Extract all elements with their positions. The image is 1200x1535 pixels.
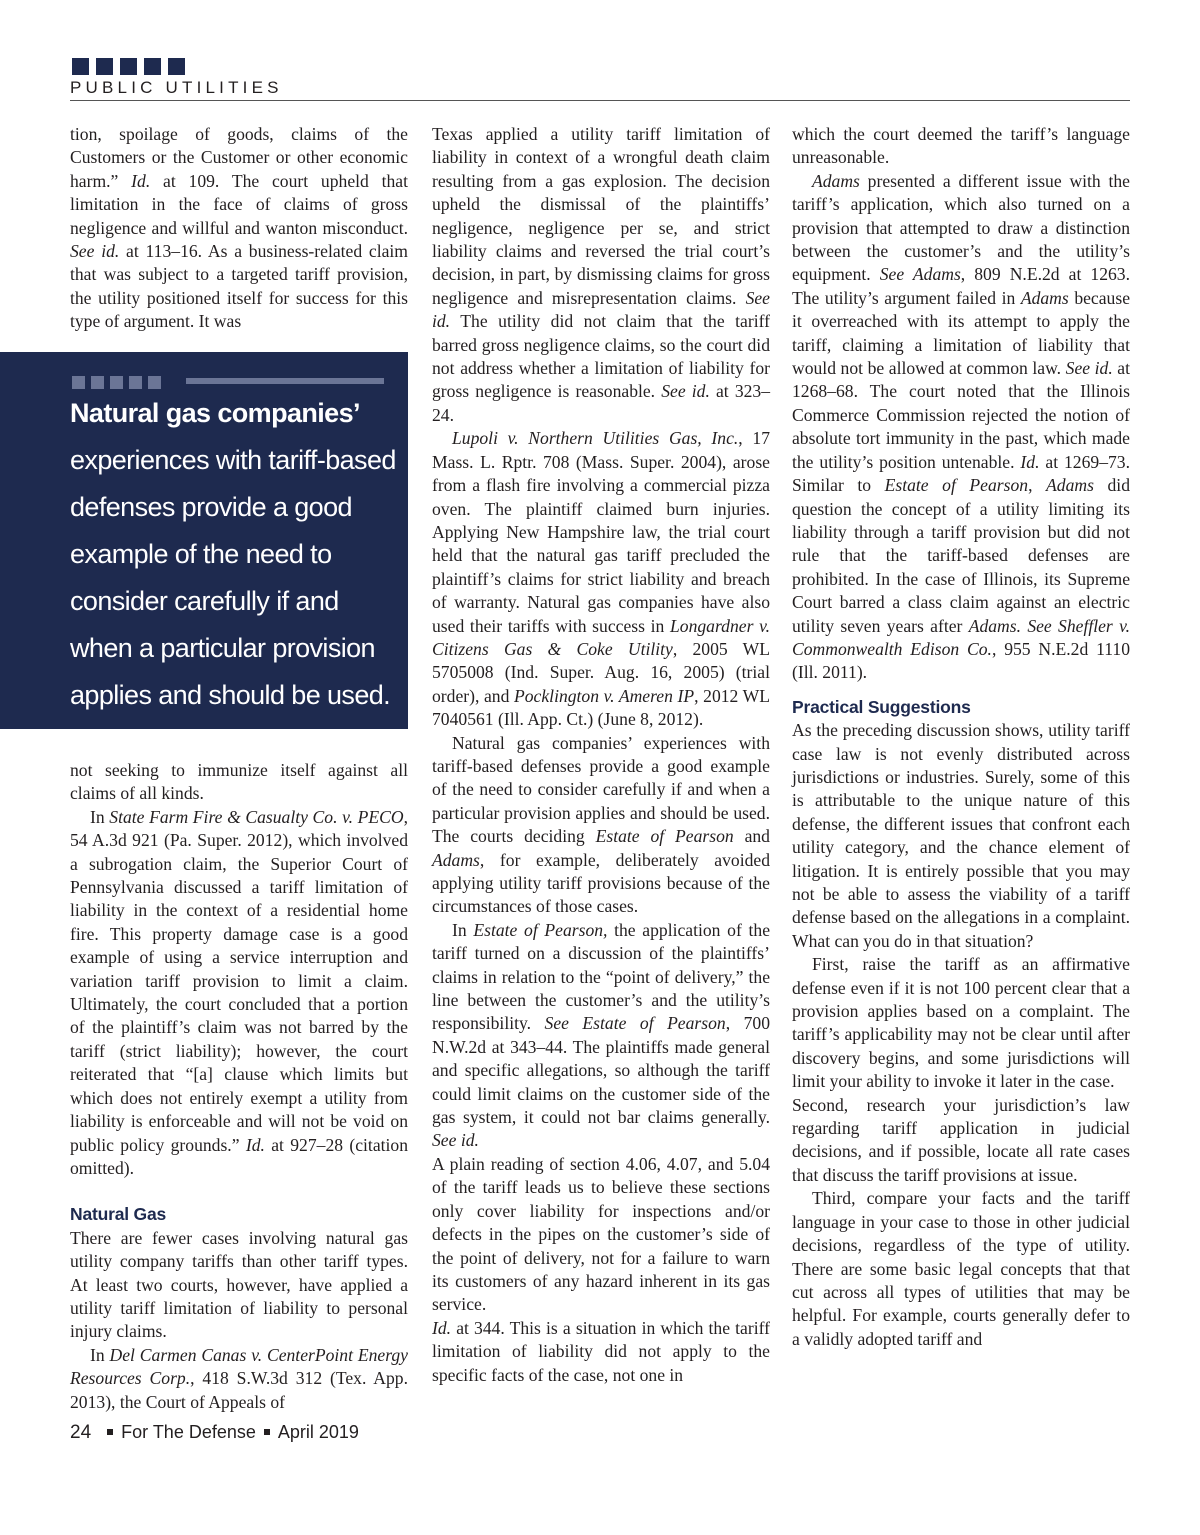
text-run: at 1269–73. Similar to: [792, 451, 1130, 496]
column-2: [432, 123, 770, 1387]
text-run: ,: [1028, 475, 1047, 496]
column-1-bottom: [70, 759, 408, 1414]
text-run: at 109. The court upheld that limitation in the face of claims of gross negligence and willful and wanton misconduct.: [70, 170, 408, 238]
text-run: at 927–28 (citation omitted).: [70, 1134, 408, 1178]
italic-citation: See id.: [661, 381, 710, 402]
italic-citation: Lupoli v. Northern Utilities Gas, Inc.: [452, 428, 739, 449]
italic-citation: See id.: [432, 1130, 479, 1151]
text-run: presented a different issue with the tariff’s application, which also turned on a provision that attempted to draw a distinction between the customer’s and the utility’s equipment.: [792, 170, 1130, 285]
publication-name: For The Defense: [121, 1422, 256, 1442]
paragraph: [70, 1227, 408, 1344]
block-quote: [432, 1153, 770, 1317]
text-run: Second, research your jurisdiction’s law regarding tariff application in judicial decisions, and if possible, locate all rate cases that discuss the tariff provisions at issue.: [792, 1094, 1130, 1185]
italic-citation: Adams: [432, 849, 480, 870]
text-run: and: [733, 826, 770, 847]
paragraph: [432, 1317, 770, 1387]
text-run: Natural gas companies’ experiences with tariff-based defenses provide a good example of the need to consider carefully if and when a particular provision applies and should be used. The courts deciding: [432, 732, 770, 847]
section-label: PUBLIC UTILITIES: [70, 78, 283, 97]
pull-quote-ornament: [72, 376, 161, 389]
header-rule: [70, 100, 1130, 101]
text-run: , 2012 WL 7040561 (Ill. App. Ct.) (June 8, 2012).: [432, 685, 770, 730]
paragraph: [792, 123, 1130, 170]
text-run: There are fewer cases involving natural gas utility company tariffs than other tariff types. At least two courts, however, have applied a utility tariff limitation of liability to personal injury claims.: [70, 1227, 408, 1342]
text-run: at 113–16. As a business-related claim that was subject to a targeted tariff provision, the utility positioned itself for success for this type of argument. It was: [70, 241, 408, 332]
paragraph: [432, 732, 770, 919]
italic-citation: Del Carmen Canas v. CenterPoint Energy Resources Corp.: [70, 1344, 408, 1389]
column-1-top: [70, 123, 408, 334]
italic-citation: See id.: [432, 287, 770, 332]
italic-citation: Id.: [245, 1134, 265, 1155]
italic-citation: Longardner v. Citizens Gas & Coke Utility: [432, 615, 770, 659]
italic-citation: See Adams: [879, 264, 961, 285]
section-heading-natural-gas: Natural Gas: [70, 1204, 167, 1225]
text-run: In: [452, 919, 474, 940]
italic-citation: Estate of Pearson: [884, 475, 1029, 496]
italic-citation: Id.: [432, 1317, 452, 1338]
italic-citation: Id.: [1020, 451, 1040, 472]
text-run: at 323–24.: [432, 381, 771, 425]
text-run: , 418 S.W.3d 312 (Tex. App. 2013), the Court of Appeals of: [70, 1368, 408, 1412]
text-run: the application of the tariff turned on a discussion of the plaintiffs’ claims in relation to the “point of delivery,” the line between the customer’s and the utility’s responsibility.: [432, 919, 771, 1034]
text-run: As the preceding discussion shows, utility tariff case law is not evenly distributed across jurisdictions or industries. Surely, some of this is attributable to the unique nature of this defense, the different issues that confront each utility category, and the chance element of litigation. It is entirely possible that you may not be able to assess the viability of a tariff defense based on the allegations in a complaint. What can you do in that situation?: [792, 720, 1130, 951]
text-run: Texas applied a utility tariff limitation of liability in context of a wrongful death claim resulting from a gas explosion. The decision upheld the dismissal of the plaintiffs’ negligence, negligence per se, and strict liability claims and reversed the trial court’s decision, in part, by dismissing claims for gross negligence and misrepresentation claims.: [432, 124, 770, 308]
italic-citation: Adams. See Sheffler v. Commonwealth Edison Co.: [792, 615, 1131, 659]
paragraph: [792, 953, 1130, 1093]
italic-citation: Estate of Pearson,: [473, 919, 608, 940]
text-run: First, raise the tariff as an affirmative defense even if it is not 100 percent clear that a provision applies based on a complaint. The tariff’s applicability may not be clear until after discovery begins, and some jurisdictions will limit your ability to invoke it later in the case.: [792, 954, 1130, 1092]
text-run: because it overreached with its attempt to apply the tariff, claiming a limitation of liability that would not be allowed at common law.: [792, 287, 1130, 379]
page-number: 24: [70, 1422, 92, 1443]
italic-citation: Id.: [131, 170, 151, 191]
text-run: , for example, deliberately avoided applying utility tariff provisions because of the circumstances of those cases.: [432, 849, 770, 917]
italic-citation: Estate of Pearson: [595, 826, 734, 847]
section-heading-practical-suggestions: Practical Suggestions: [792, 696, 971, 717]
paragraph: [792, 719, 1130, 953]
header-squares-ornament: [72, 58, 185, 75]
paragraph: [792, 1094, 1130, 1188]
text-run: not seeking to immunize itself against all claims of all kinds.: [70, 760, 408, 804]
footer-separator: [107, 1429, 113, 1435]
paragraph: [432, 919, 770, 1153]
text-run: In: [90, 806, 110, 827]
text-run: , 54 A.3d 921 (Pa. Super. 2012), which involved a subrogation claim, the Superior Court of Pennsylvania discussed a tariff limitation of liability in the context of a residential home fire. This property damage case is a good example of using a service interruption and variation tariff provision to limit a claim. Ultimately, the court concluded that a portion of the plaintiff’s claim was not barred by the tariff (strict liability); however, the court reiterated that “[a] clause which limits but which does not entirely exempt a utility from liability is enforceable and will not be void on public policy grounds.”: [70, 806, 408, 1155]
text-run: , 17 Mass. L. Rptr. 708 (Mass. Super. 2004), arose from a flash fire involving a commercial pizza oven. The plaintiff claimed burn injuries. Applying New Hampshire law, the trial court held that the natural gas tariff precluded the plaintiff’s claims for strict liability and breach of warranty. Natural gas companies have also used their tariffs with success in: [432, 428, 770, 636]
paragraph: [70, 806, 408, 1181]
paragraph: [792, 170, 1130, 685]
text-run: Third, compare your facts and the tariff language in your case to those in other judicial decisions, regardless of the type of utility. There are some basic legal concepts that that cut across all types of utilities that may be helpful. For example, courts generally defer to a validly adopted tariff and: [792, 1188, 1130, 1349]
text-run: at 344. This is a situation in which the tariff limitation of liability did not apply to the specific facts of the case, not one in: [432, 1317, 770, 1385]
text-run: tion, spoilage of goods, claims of the Customers or the Customer or other economic harm.”: [70, 124, 408, 191]
pull-quote-bar: [186, 378, 384, 384]
italic-citation: Pocklington v. Ameren IP: [514, 685, 695, 706]
pull-quote-lead: Natural gas companies’: [70, 398, 360, 428]
text-run: , 809 N.E.2d at 1263. The utility’s argument failed in: [792, 264, 1130, 308]
italic-citation: State Farm Fire & Casualty Co. v. PECO: [109, 806, 404, 827]
paragraph: [432, 427, 770, 731]
footer-separator: [264, 1429, 270, 1435]
text-run: A plain reading of section 4.06, 4.07, and 5.04 of the tariff leads us to believe these sections only cover liability for inspections and/or defects in the pipes on the customer’s side of the point of delivery, not for a failure to warn its customers of any hazard inherent in its gas service.: [432, 1153, 770, 1315]
text-run: The utility did not claim that the tariff barred gross negligence claims, so the court did not address whether a limitation of liability for gross negligence is reasonable.: [432, 311, 770, 402]
italic-citation: See id.: [70, 241, 120, 262]
pull-quote-body: experiences with tariff-based defenses provide a good example of the need to consider carefully if and when a particular provision applies and should be used.: [70, 445, 396, 710]
text-run: In: [90, 1344, 110, 1365]
text-run: , 955 N.E.2d 1110 (Ill. 2011).: [792, 638, 1130, 683]
paragraph: [792, 1187, 1130, 1351]
italic-citation: See id.: [1065, 358, 1113, 379]
pull-quote: [0, 352, 408, 729]
pull-quote-text: [70, 390, 400, 719]
text-run: , 700 N.W.2d at 343–44. The plaintiffs made general and specific allegations, so although the tariff could limit claims on the customer side of the gas system, it could not bar claims generally.: [432, 1013, 770, 1128]
paragraph: [70, 759, 408, 806]
paragraph: [70, 1344, 408, 1414]
page-footer: [70, 1422, 359, 1444]
column-3: [792, 123, 1130, 1351]
italic-citation: Adams: [812, 170, 860, 191]
italic-citation: Adams: [1046, 475, 1094, 496]
italic-citation: Adams: [1020, 287, 1069, 308]
text-run: at 1268–68. The court noted that the Illinois Commerce Commission rejected the notion of absolute tort immunity in the past, which made the utility’s position untenable.: [792, 358, 1130, 472]
paragraph: [432, 123, 770, 427]
paragraph: [70, 123, 408, 334]
text-run: did question the concept of a utility limiting its liability through a tariff provision but did not rule that the tariff-based defenses are prohibited. In the case of Illinois, its Supreme Court barred a class claim against an electric utility seven years after: [792, 475, 1130, 636]
text-run: which the court deemed the tariff’s language unreasonable.: [792, 124, 1130, 168]
text-run: , 2005 WL 5705008 (Ind. Super. Aug. 16, 2005) (trial order), and: [432, 638, 770, 706]
italic-citation: See Estate of Pearson: [544, 1013, 726, 1034]
issue-date: April 2019: [277, 1422, 359, 1442]
